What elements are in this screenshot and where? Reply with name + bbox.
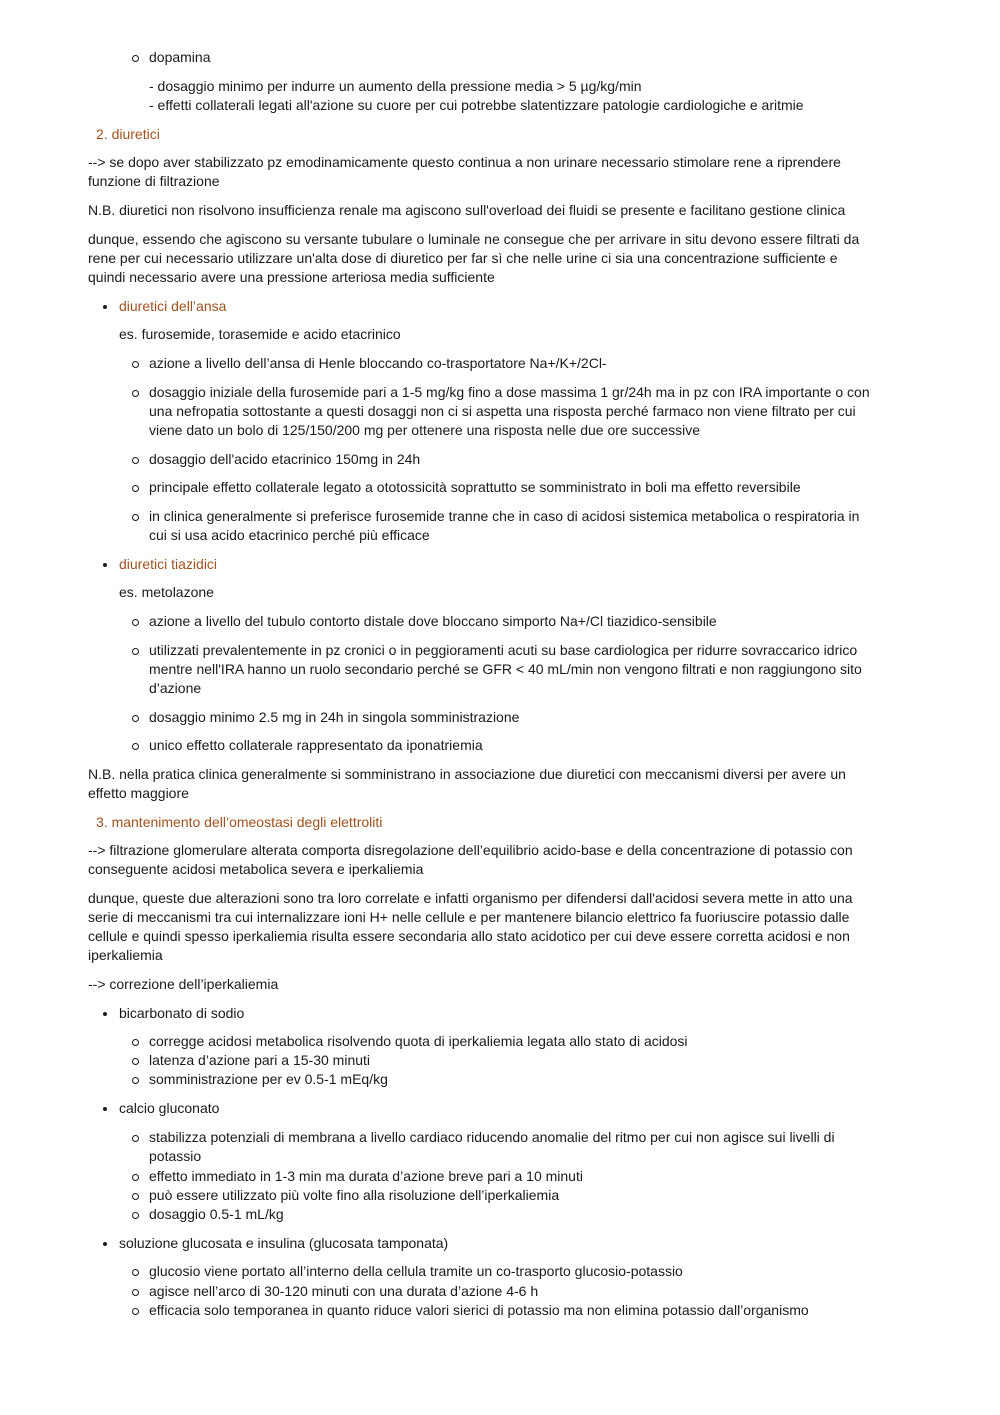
text-line: dosaggio iniziale della furosemide pari a 1-5 mg/kg fino a dose massima 1 gr/24h ma in pz con IRA importante o con bbox=[149, 384, 870, 400]
text-line: efficacia solo temporanea in quanto riduce valori sierici di potassio ma non elimina potassio dall’organismo bbox=[149, 1302, 809, 1318]
text-line: rene per cui necessario utilizzare un'alta dose di diuretico per far sì che nelle urine ci sia una concentrazione sufficiente e bbox=[88, 250, 838, 266]
text-line: N.B. nella pratica clinica generalmente si somministrano in associazione due diuretici con meccanismi diversi per avere un bbox=[88, 766, 846, 782]
circle-bullet-icon bbox=[132, 1193, 139, 1200]
text-line: N.B. diuretici non risolvono insufficienza renale ma agiscono sull'overload dei fluidi se presente e facilitano gestione clinica bbox=[88, 202, 846, 218]
text-line: serie di meccanismi tra cui internalizzare ioni H+ nelle cellule e per mantenere bilancio elettrico fa fuoriuscire potassio dalle bbox=[88, 909, 850, 925]
text-line: soluzione glucosata e insulina (glucosata tamponata) bbox=[119, 1235, 449, 1251]
text-line: somministrazione per ev 0.5-1 mEq/kg bbox=[149, 1071, 388, 1087]
circle-bullet-icon bbox=[132, 457, 139, 464]
text-line: es. metolazone bbox=[119, 584, 214, 600]
circle-bullet-icon bbox=[132, 390, 139, 397]
text-line: quindi necessario avere una pressione arteriosa media sufficiente bbox=[88, 269, 495, 285]
dot-bullet-icon bbox=[103, 1107, 107, 1111]
text-line: glucosio viene portato all’interno della cellula tramite un co-trasporto glucosio-potassio bbox=[149, 1263, 683, 1279]
text-line: utilizzati prevalentemente in pz cronici o in peggioramenti acuti su base cardiologica per ridurre sovraccarico idrico bbox=[149, 642, 858, 658]
text-line: dopamina bbox=[149, 49, 211, 65]
circle-bullet-icon bbox=[132, 715, 139, 722]
text-line: effetto immediato in 1-3 min ma durata d’azione breve pari a 10 minuti bbox=[149, 1168, 583, 1184]
dot-bullet-icon bbox=[103, 563, 107, 567]
text-line: potassio bbox=[149, 1148, 202, 1164]
circle-bullet-icon bbox=[132, 1039, 139, 1046]
text-line: --> filtrazione glomerulare alterata comporta disregolazione dell’equilibrio acido-base e della concentrazione di potassio con bbox=[88, 842, 853, 858]
text-line: --> correzione dell’iperkaliemia bbox=[88, 976, 279, 992]
text-line: dosaggio minimo 2.5 mg in 24h in singola somministrazione bbox=[149, 709, 520, 725]
text-line: dosaggio dell'acido etacrinico 150mg in 24h bbox=[149, 451, 421, 467]
text-line: dunque, essendo che agiscono su versante tubulare o luminale ne consegue che per arrivare in situ devono essere filtrati da bbox=[88, 231, 860, 247]
text-line: funzione di filtrazione bbox=[88, 173, 220, 189]
text-line: viene dato un bolo di 125/150/200 mg per ottenere una risposta nelle due ore successive bbox=[149, 422, 701, 438]
circle-bullet-icon bbox=[132, 619, 139, 626]
text-line: - dosaggio minimo per indurre un aumento della pressione media > 5 µg/kg/min bbox=[149, 78, 642, 94]
text-line: --> se dopo aver stabilizzato pz emodinamicamente questo continua a non urinare necessario stimolare rene a riprendere bbox=[88, 154, 841, 170]
text-line: effetto maggiore bbox=[88, 785, 189, 801]
text-line: iperkaliemia bbox=[88, 947, 163, 963]
text-line: in clinica generalmente si preferisce furosemide tranne che in caso di acidosi sistemica metabolica o respiratoria in bbox=[149, 508, 860, 524]
text-line: può essere utilizzato più volte fino alla risoluzione dell’iperkaliemia bbox=[149, 1187, 560, 1203]
circle-bullet-icon bbox=[132, 514, 139, 521]
circle-bullet-icon bbox=[132, 485, 139, 492]
text-line: cui si usa acido etacrinico perché più efficace bbox=[149, 527, 430, 543]
dot-bullet-icon bbox=[103, 1012, 107, 1016]
text-line: d’azione bbox=[149, 680, 202, 696]
text-line: una nefropatia sottostante a questi dosaggi non ci si aspetta una risposta perché farmaco non viene filtrato per cui bbox=[149, 403, 856, 419]
text-line: principale effetto collaterale legato a ototossicità soprattutto se somministrato in boli ma effetto reversibile bbox=[149, 479, 801, 495]
circle-bullet-icon bbox=[132, 1135, 139, 1142]
text-line: agisce nell’arco di 30-120 minuti con una durata d’azione 4-6 h bbox=[149, 1283, 539, 1299]
text-line: conseguente acidosi metabolica severa e iperkaliemia bbox=[88, 861, 424, 877]
text-line: azione a livello del tubulo contorto distale dove bloccano simporto Na+/Cl tiazidico-sensibile bbox=[149, 613, 717, 629]
circle-bullet-icon bbox=[132, 1289, 139, 1296]
text-line: stabilizza potenziali di membrana a livello cardiaco riducendo anomalie del ritmo per cui non agisce sui livelli di bbox=[149, 1129, 835, 1145]
text-line: dunque, queste due alterazioni sono tra loro correlate e infatti organismo per difendersi dall'acidosi severa mette in atto una bbox=[88, 890, 853, 906]
dot-bullet-icon bbox=[103, 305, 107, 309]
text-line: bicarbonato di sodio bbox=[119, 1005, 245, 1021]
circle-bullet-icon bbox=[132, 743, 139, 750]
text-line: 3. mantenimento dell’omeostasi degli elettroliti bbox=[96, 814, 383, 830]
circle-bullet-icon bbox=[132, 1269, 139, 1276]
text-line: mentre nell'IRA hanno un ruolo secondario perché se GFR < 40 mL/min non vengono filtrati e non raggiungono sito bbox=[149, 661, 862, 677]
text-line: latenza d’azione pari a 15-30 minuti bbox=[149, 1052, 371, 1068]
circle-bullet-icon bbox=[132, 55, 139, 62]
text-line: cellule e quindi spesso iperkaliemia risulta essere secondaria allo stato acidotico per cui deve essere corretta acidosi e non bbox=[88, 928, 850, 944]
text-line: 2. diuretici bbox=[96, 126, 160, 142]
text-line: dosaggio 0.5-1 mL/kg bbox=[149, 1206, 284, 1222]
text-line: - effetti collaterali legati all'azione su cuore per cui potrebbe slatentizzare patologie cardiologiche e aritmie bbox=[149, 97, 804, 113]
circle-bullet-icon bbox=[132, 1174, 139, 1181]
text-line: corregge acidosi metabolica risolvendo quota di iperkaliemia legata allo stato di acidosi bbox=[149, 1033, 688, 1049]
circle-bullet-icon bbox=[132, 1212, 139, 1219]
text-line: es. furosemide, torasemide e acido etacrinico bbox=[119, 326, 401, 342]
text-line: diuretici dell’ansa bbox=[119, 298, 227, 314]
circle-bullet-icon bbox=[132, 648, 139, 655]
text-line: diuretici tiazidici bbox=[119, 556, 218, 572]
circle-bullet-icon bbox=[132, 361, 139, 368]
dot-bullet-icon bbox=[103, 1242, 107, 1246]
circle-bullet-icon bbox=[132, 1058, 139, 1065]
text-line: azione a livello dell’ansa di Henle bloccando co-trasportatore Na+/K+/2Cl- bbox=[149, 355, 607, 371]
circle-bullet-icon bbox=[132, 1308, 139, 1315]
text-line: calcio gluconato bbox=[119, 1100, 220, 1116]
text-line: unico effetto collaterale rappresentato da iponatriemia bbox=[149, 737, 483, 753]
circle-bullet-icon bbox=[132, 1077, 139, 1084]
